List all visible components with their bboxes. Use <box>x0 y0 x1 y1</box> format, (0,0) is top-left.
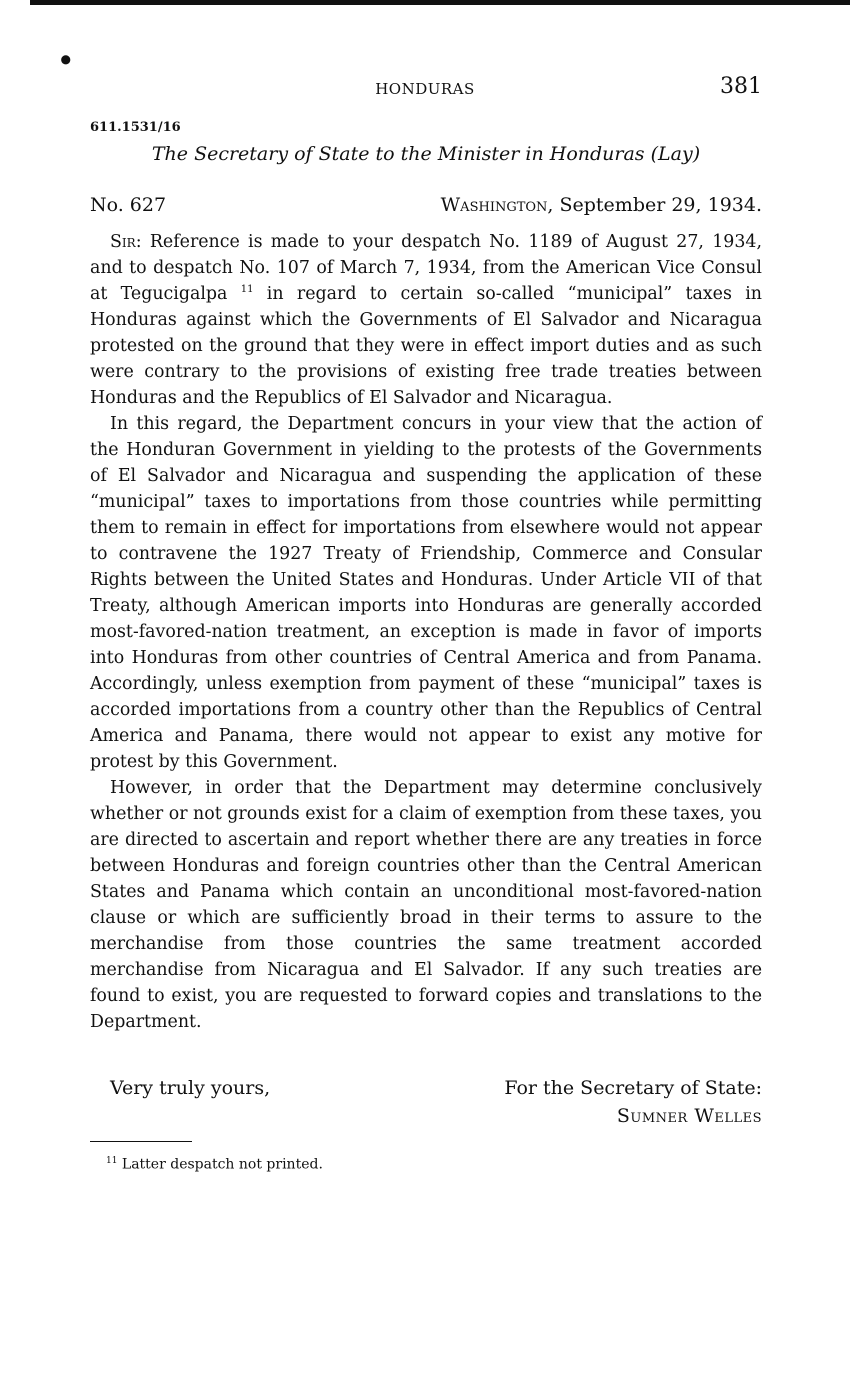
place-date <box>441 194 762 216</box>
page-header <box>88 74 762 104</box>
paragraph-1 <box>90 229 762 411</box>
place-name: Washington <box>440 194 548 216</box>
despatch-number: No. 627 <box>90 194 167 216</box>
dateline <box>90 194 762 220</box>
paragraph-1-text-b: in regard to certain so-called “municipal” taxes in Honduras against which the Governments of El Salvador and Nicaragua protested on the ground that they were in effect import duties and as such were contrary to the provisions of existing free trade treaties between Honduras and the Republics of El Salvador and Nicaragua. <box>90 284 762 408</box>
footnote-text: Latter despatch not printed. <box>121 1156 323 1173</box>
title-close-paren: ) <box>692 143 701 165</box>
title-text: The Secretary of State to the Minister in Honduras ( <box>151 143 659 165</box>
stray-mark: ● <box>57 50 74 68</box>
letter-closing <box>90 1077 762 1133</box>
running-head: HONDURAS <box>375 80 475 98</box>
footnote-divider <box>90 1141 192 1142</box>
letter-body <box>90 229 762 1035</box>
footnote <box>106 1156 323 1173</box>
title-addressee-name: Lay <box>658 143 693 165</box>
paragraph-1-text-a: : Reference is made to your despatch No. 1189 of August 27, 1934, and to despatch No. 107 of March 7, 1934, from the American Vice Consul at Tegucigalpa <box>90 232 762 304</box>
footnote-number: 11 <box>106 1156 118 1166</box>
footnote-reference: 11 <box>240 284 254 296</box>
paragraph-3: However, in order that the Department may determine conclusively whether or not grounds exist for a claim of exemption from these taxes, you are directed to ascertain and report whether there are any treaties in force between Honduras and foreign countries other than the Central American States and Panama which contain an unconditional most-favored-nation clause or which are sufficiently broad in their terms to assure to the merchandise from those countries the same treatment accorded merchandise from Nicaragua and El Salvador. If any such treaties are found to exist, you are requested to forward copies and translations to the Department. <box>90 778 762 1032</box>
for-secretary-line: For the Secretary of State: <box>504 1077 762 1099</box>
page-number: 381 <box>720 74 762 99</box>
date-text: , September 29, 1934. <box>547 194 762 216</box>
salutation: Sir <box>110 232 136 252</box>
document-title <box>90 143 762 165</box>
valediction: Very truly yours, <box>110 1077 271 1099</box>
signature: Sumner Welles <box>616 1105 762 1127</box>
top-border-rule <box>30 0 850 5</box>
paragraph-2: In this regard, the Department concurs in your view that the action of the Honduran Government in yielding to the protests of the Governments of El Salvador and Nicaragua and suspending the application of these “municipal” taxes to importations from those countries while permitting them to remain in effect for importations from elsewhere would not appear to contravene the 1927 Treaty of Friendship, Commerce and Consular Rights between the United States and Honduras. Under Article VII of that Treaty, although American imports into Honduras are generally accorded most-favored-nation treatment, an exception is made in favor of imports into Honduras from other countries of Central America and from Panama. Accordingly, unless exemption from payment of these “municipal” taxes is accorded importations from a country other than the Republics of Central America and Panama, there would not appear to exist any motive for protest by this Government. <box>90 414 762 772</box>
file-number: 611.1531/16 <box>90 120 181 135</box>
